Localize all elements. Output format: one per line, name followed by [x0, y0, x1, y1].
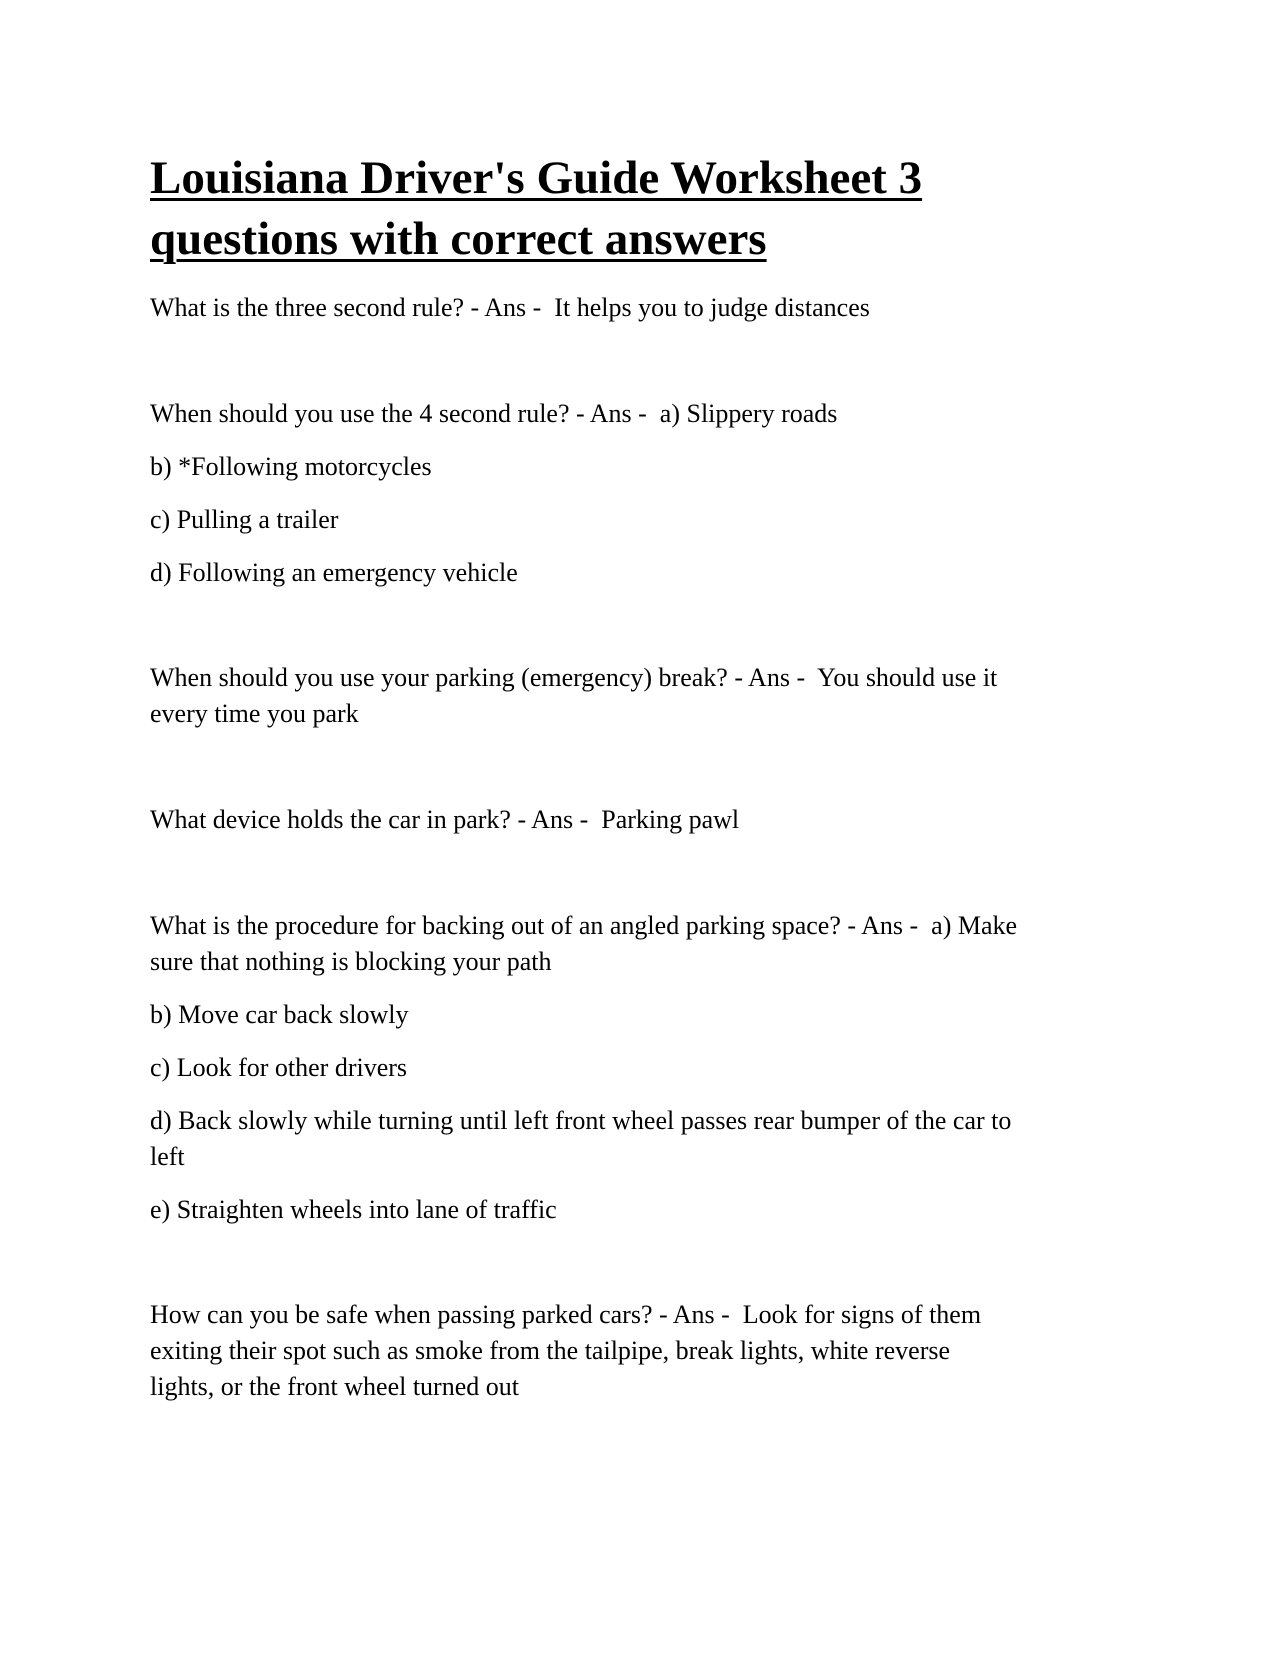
question-2-answer-b: b) *Following motorcycles	[150, 452, 432, 481]
question-1-text: What is the three second rule? - Ans - It helps you to judge distances	[150, 293, 870, 322]
question-6-text-continued-1: exiting their spot such as smoke from the tailpipe, break lights, white reverse	[150, 1336, 951, 1365]
question-2-answer-c: c) Pulling a trailer	[150, 505, 339, 534]
title-line-2: questions with correct answers	[150, 213, 767, 265]
question-6-text-continued-2: lights, or the front wheel turned out	[150, 1372, 519, 1401]
document-title	[150, 148, 1150, 270]
question-5-answer-b: b) Move car back slowly	[150, 1000, 409, 1029]
question-3-text: When should you use your parking (emergency) break? - Ans - You should use it	[150, 663, 998, 692]
question-5-answer-d-continued: left	[150, 1142, 185, 1171]
question-3-text-continued: every time you park	[150, 699, 359, 728]
title-line-1: Louisiana Driver's Guide Worksheet 3	[150, 152, 923, 204]
question-5-text-continued: sure that nothing is blocking your path	[150, 947, 552, 976]
question-5-answer-e: e) Straighten wheels into lane of traffic	[150, 1195, 557, 1224]
question-5-answer-d: d) Back slowly while turning until left front wheel passes rear bumper of the car to	[150, 1106, 1012, 1135]
question-2-answer-d: d) Following an emergency vehicle	[150, 558, 518, 587]
question-5-answer-c: c) Look for other drivers	[150, 1053, 408, 1082]
question-6-text: How can you be safe when passing parked cars? - Ans - Look for signs of them	[150, 1300, 982, 1329]
question-2-text: When should you use the 4 second rule? - Ans - a) Slippery roads	[150, 399, 838, 428]
question-4-text: What device holds the car in park? - Ans - Parking pawl	[150, 805, 740, 834]
question-5-text: What is the procedure for backing out of an angled parking space? - Ans - a) Make	[150, 911, 1018, 940]
